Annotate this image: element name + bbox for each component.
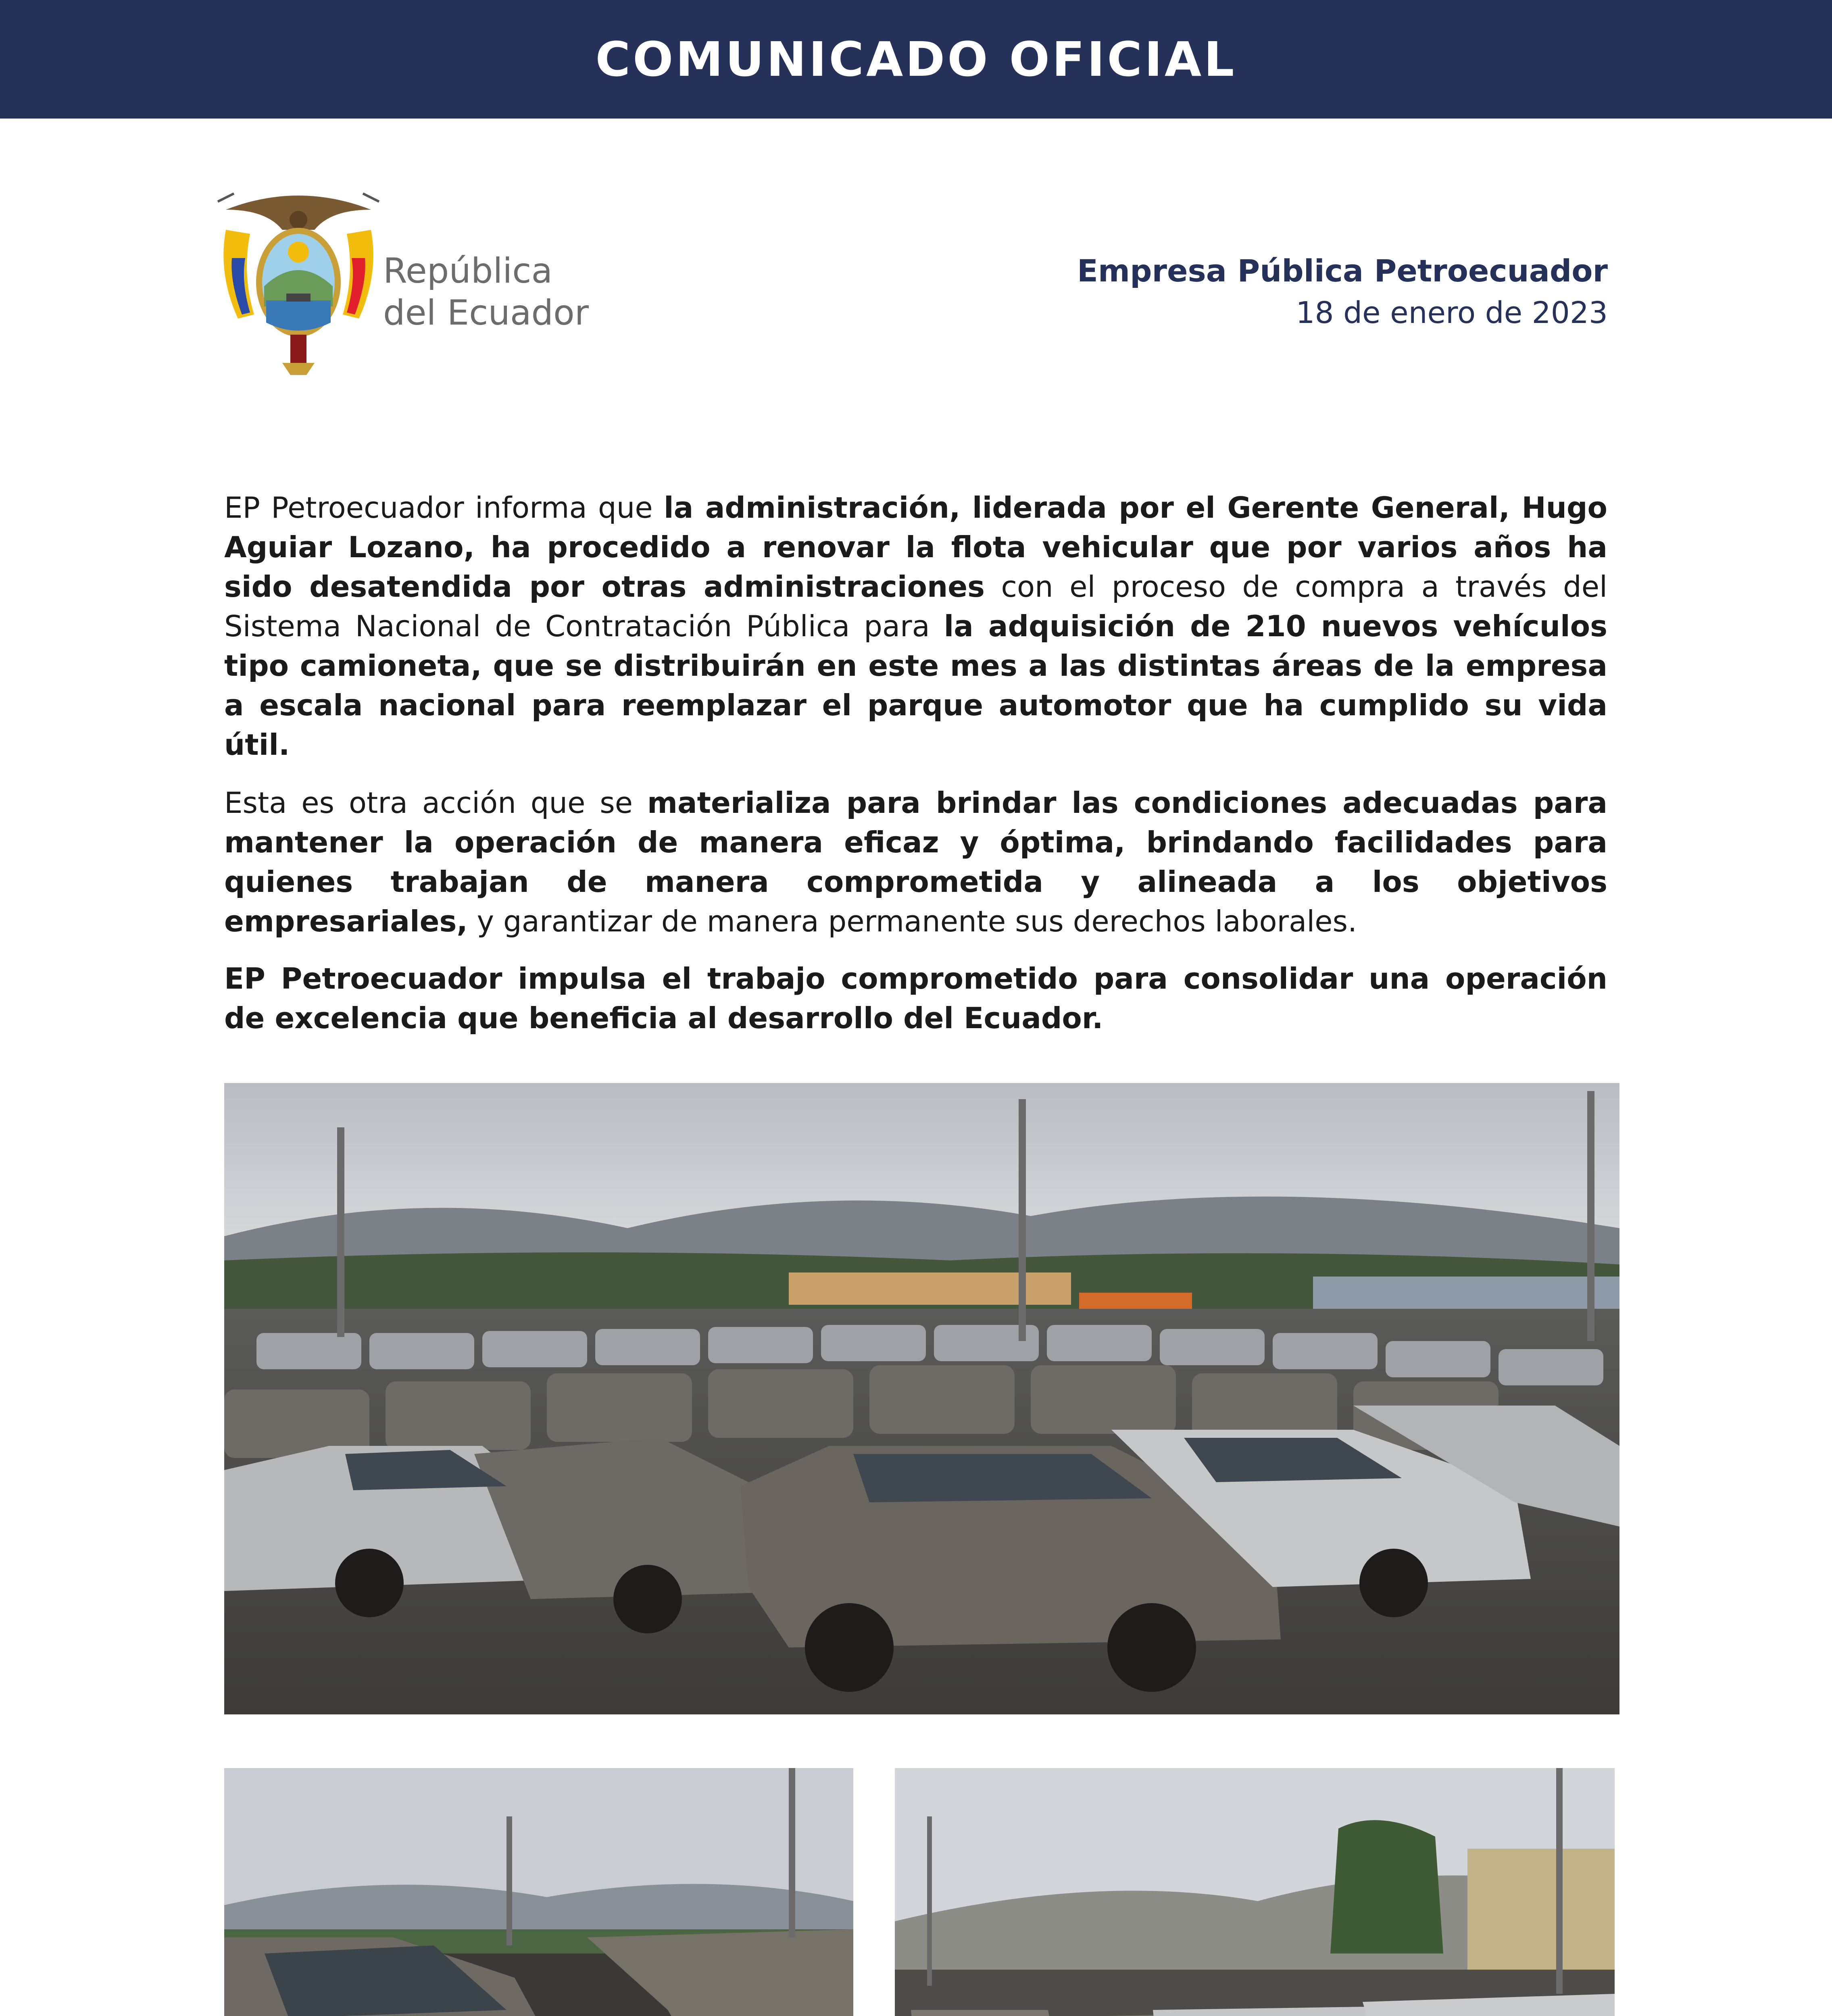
paragraph-1-text-2: con el proceso de compra a través del Sistema Nacional de Contratación Pública para — [224, 570, 1607, 643]
issuer-block — [1077, 250, 1608, 334]
paragraph-2-text-2: y garantizar de manera permanente sus derechos laborales. — [467, 904, 1357, 938]
publication-date: 18 de enero de 2023 — [1296, 296, 1608, 330]
country-line-2: del Ecuador — [383, 293, 589, 333]
paragraph-1-text: EP Petroecuador informa que — [224, 491, 664, 525]
header-banner — [0, 0, 1832, 119]
country-line-1: República — [383, 251, 553, 291]
paragraph-1-bold: la administración, liderada por el Gerente General, Hugo Aguiar Lozano, ha procedido a renovar la flota vehicular que por varios años ha sido desatendida por otras administraciones — [224, 491, 1607, 604]
fleet-photo-main — [224, 1083, 1619, 1714]
organization-name: Empresa Pública Petroecuador — [1077, 253, 1608, 289]
fleet-photo-left — [224, 1768, 853, 2016]
fleet-photo-right — [895, 1768, 1615, 2016]
country-name — [383, 250, 589, 334]
paragraph-2-text: Esta es otra acción que se — [224, 786, 647, 820]
paragraph-1-bold-2: la adquisición de 210 nuevos vehículos tipo camioneta, que se distribuirán en este mes a las distintas áreas de la empresa a escala nacional para reemplazar el parque automotor que ha cumplido su vida útil. — [224, 609, 1607, 762]
paragraph-1 — [224, 488, 1607, 764]
paragraph-2-bold: materializa para brindar las condiciones adecuadas para mantener la operación de manera eficaz y óptima, brindando facilidades para quienes trabajan de manera comprometida y alineada a los objetivos empresariales, — [224, 786, 1607, 938]
paragraph-3-bold: EP Petroecuador impulsa el trabajo comprometido para consolidar una operación de excelencia que beneficia al desarrollo del Ecuador. — [224, 962, 1607, 1035]
paragraph-3 — [224, 959, 1607, 1038]
page-title: COMUNICADO OFICIAL — [595, 31, 1237, 87]
paragraph-2 — [224, 783, 1607, 941]
coat-of-arms-icon — [210, 185, 387, 375]
